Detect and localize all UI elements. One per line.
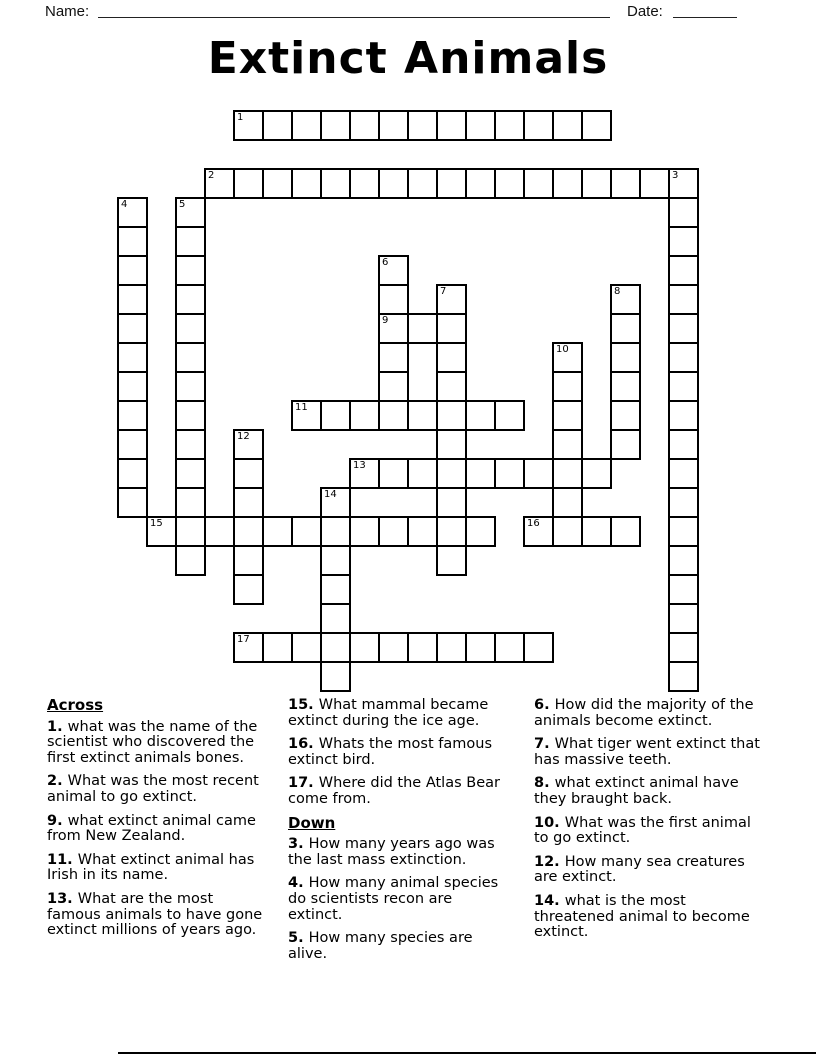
clue-text: what extinct animal have they braught back. xyxy=(534,775,739,807)
cell-number: 12 xyxy=(237,431,250,442)
grid-cell[interactable] xyxy=(117,487,148,518)
grid-cell[interactable] xyxy=(378,313,409,344)
grid-cell[interactable] xyxy=(668,168,699,199)
clue-3 xyxy=(288,837,509,868)
page-bottom-edge xyxy=(118,1052,816,1054)
grid-cell[interactable] xyxy=(581,516,612,547)
grid-cell[interactable] xyxy=(552,371,583,402)
grid-cell[interactable] xyxy=(465,110,496,141)
grid-cell[interactable] xyxy=(291,110,322,141)
grid-cell[interactable] xyxy=(117,197,148,228)
grid-cell[interactable] xyxy=(436,429,467,460)
clue-number: 3. xyxy=(288,836,309,853)
grid-cell[interactable] xyxy=(668,313,699,344)
grid-cell[interactable] xyxy=(320,516,351,547)
grid-cell[interactable] xyxy=(407,313,438,344)
cell-number: 13 xyxy=(353,460,366,471)
grid-cell[interactable] xyxy=(175,429,206,460)
grid-cell[interactable] xyxy=(552,110,583,141)
clue-text: How many species are alive. xyxy=(288,930,473,962)
grid-cell[interactable] xyxy=(175,255,206,286)
date-label: Date: xyxy=(627,3,663,20)
grid-cell[interactable] xyxy=(407,458,438,489)
grid-cell[interactable] xyxy=(117,226,148,257)
grid-cell[interactable] xyxy=(610,168,641,199)
grid-cell[interactable] xyxy=(291,516,322,547)
grid-cell[interactable] xyxy=(378,284,409,315)
grid-cell[interactable] xyxy=(117,313,148,344)
grid-cell[interactable] xyxy=(465,400,496,431)
grid-cell[interactable] xyxy=(494,110,525,141)
clue-number: 6. xyxy=(534,697,555,713)
grid-cell[interactable] xyxy=(552,429,583,460)
clue-11 xyxy=(47,853,271,884)
grid-cell[interactable] xyxy=(117,284,148,315)
clue-17 xyxy=(288,776,509,807)
grid-cell[interactable] xyxy=(436,516,467,547)
grid-cell[interactable] xyxy=(668,603,699,634)
cell-number: 6 xyxy=(382,257,389,268)
name-input-line[interactable] xyxy=(98,1,610,18)
grid-cell[interactable] xyxy=(233,168,264,199)
cell-number: 7 xyxy=(440,286,447,297)
grid-cell[interactable] xyxy=(233,110,264,141)
grid-cell[interactable] xyxy=(204,168,235,199)
grid-cell[interactable] xyxy=(436,487,467,518)
grid-cell[interactable] xyxy=(610,516,641,547)
clue-15 xyxy=(288,698,509,729)
grid-cell[interactable] xyxy=(262,110,293,141)
clue-number: 1. xyxy=(47,718,68,735)
grid-cell[interactable] xyxy=(494,400,525,431)
grid-cell[interactable] xyxy=(610,342,641,373)
clue-text: what extinct animal came from New Zealand. xyxy=(47,812,256,845)
clue-7 xyxy=(534,737,766,768)
grid-cell[interactable] xyxy=(436,458,467,489)
grid-cell[interactable] xyxy=(262,632,293,663)
grid-cell[interactable] xyxy=(523,110,554,141)
grid-cell[interactable] xyxy=(291,400,322,431)
grid-cell[interactable] xyxy=(378,168,409,199)
grid-cell[interactable] xyxy=(552,342,583,373)
cell-number: 1 xyxy=(237,112,244,123)
grid-cell[interactable] xyxy=(233,545,264,576)
clue-text: What was the most recent animal to go extinct. xyxy=(47,773,259,805)
cell-number: 10 xyxy=(556,344,569,355)
grid-cell[interactable] xyxy=(378,632,409,663)
grid-cell[interactable] xyxy=(523,632,554,663)
date-input-line[interactable] xyxy=(673,1,737,18)
cell-number: 8 xyxy=(614,286,621,297)
grid-cell[interactable] xyxy=(668,197,699,228)
grid-cell[interactable] xyxy=(494,458,525,489)
grid-cell[interactable] xyxy=(494,168,525,199)
grid-cell[interactable] xyxy=(581,110,612,141)
clue-2 xyxy=(47,774,271,805)
grid-cell[interactable] xyxy=(581,168,612,199)
grid-cell[interactable] xyxy=(668,284,699,315)
clue-number: 2. xyxy=(47,773,68,790)
clue-number: 12. xyxy=(534,853,565,870)
grid-cell[interactable] xyxy=(465,168,496,199)
grid-cell[interactable] xyxy=(465,632,496,663)
clue-text: How many years ago was the last mass extinction. xyxy=(288,836,495,868)
grid-cell[interactable] xyxy=(610,429,641,460)
clue-number: 16. xyxy=(288,736,319,753)
cell-number: 9 xyxy=(382,315,389,326)
grid-cell[interactable] xyxy=(552,168,583,199)
grid-cell[interactable] xyxy=(407,632,438,663)
grid-cell[interactable] xyxy=(175,226,206,257)
clue-number: 14. xyxy=(534,892,565,909)
grid-cell[interactable] xyxy=(175,545,206,576)
clue-number: 10. xyxy=(534,814,565,831)
clue-number: 17. xyxy=(288,775,319,792)
clue-text: Where did the Atlas Bear come from. xyxy=(288,775,500,807)
clue-text: How did the majority of the animals become extinct. xyxy=(534,697,754,729)
grid-cell[interactable] xyxy=(378,458,409,489)
clue-text: What are the most famous animals to have gone extinct millions of years ago. xyxy=(47,890,263,939)
across-heading: Across xyxy=(47,696,104,714)
grid-cell[interactable] xyxy=(378,516,409,547)
clue-4 xyxy=(288,876,509,923)
clue-text: What tiger went extinct that has massive teeth. xyxy=(534,736,760,768)
clue-text: How many sea creatures are extinct. xyxy=(534,853,745,886)
grid-cell[interactable] xyxy=(436,313,467,344)
grid-cell[interactable] xyxy=(668,342,699,373)
grid-cell[interactable] xyxy=(610,313,641,344)
clue-text: what was the name of the scientist who discovered the first extinct animals bones. xyxy=(47,718,258,766)
cell-number: 15 xyxy=(150,518,163,529)
grid-cell[interactable] xyxy=(320,487,351,518)
clue-column-across xyxy=(47,698,271,947)
grid-cell[interactable] xyxy=(407,110,438,141)
grid-cell[interactable] xyxy=(552,516,583,547)
grid-cell[interactable] xyxy=(233,487,264,518)
grid-cell[interactable] xyxy=(581,458,612,489)
grid-cell[interactable] xyxy=(175,487,206,518)
grid-cell[interactable] xyxy=(175,458,206,489)
grid-cell[interactable] xyxy=(291,168,322,199)
grid-cell[interactable] xyxy=(378,342,409,373)
clue-5 xyxy=(288,931,509,962)
grid-cell[interactable] xyxy=(291,632,322,663)
grid-cell[interactable] xyxy=(175,197,206,228)
grid-cell[interactable] xyxy=(117,458,148,489)
grid-cell[interactable] xyxy=(436,168,467,199)
grid-cell[interactable] xyxy=(175,400,206,431)
grid-cell[interactable] xyxy=(320,110,351,141)
grid-cell[interactable] xyxy=(146,516,177,547)
clue-number: 9. xyxy=(47,812,68,829)
grid-cell[interactable] xyxy=(378,400,409,431)
grid-cell[interactable] xyxy=(552,458,583,489)
grid-cell[interactable] xyxy=(349,458,380,489)
clue-number: 7. xyxy=(534,736,555,753)
grid-cell[interactable] xyxy=(668,255,699,286)
grid-cell[interactable] xyxy=(117,342,148,373)
grid-cell[interactable] xyxy=(436,632,467,663)
grid-cell[interactable] xyxy=(436,400,467,431)
grid-cell[interactable] xyxy=(668,516,699,547)
grid-cell[interactable] xyxy=(610,371,641,402)
grid-cell[interactable] xyxy=(494,632,525,663)
grid-cell[interactable] xyxy=(668,371,699,402)
cell-number: 3 xyxy=(672,170,679,181)
name-label: Name: xyxy=(45,3,90,20)
clue-16 xyxy=(288,737,509,768)
grid-cell[interactable] xyxy=(175,371,206,402)
grid-cell[interactable] xyxy=(465,458,496,489)
grid-cell[interactable] xyxy=(349,632,380,663)
clue-column-right xyxy=(534,698,766,949)
grid-cell[interactable] xyxy=(117,255,148,286)
cell-number: 4 xyxy=(121,199,128,210)
clue-number: 4. xyxy=(288,875,309,892)
grid-cell[interactable] xyxy=(204,516,235,547)
grid-cell[interactable] xyxy=(552,487,583,518)
grid-cell[interactable] xyxy=(233,574,264,605)
grid-cell[interactable] xyxy=(436,545,467,576)
grid-cell[interactable] xyxy=(320,661,351,692)
grid-cell[interactable] xyxy=(175,313,206,344)
grid-cell[interactable] xyxy=(552,400,583,431)
grid-cell[interactable] xyxy=(436,342,467,373)
grid-cell[interactable] xyxy=(320,545,351,576)
grid-cell[interactable] xyxy=(117,371,148,402)
grid-cell[interactable] xyxy=(523,458,554,489)
grid-cell[interactable] xyxy=(407,400,438,431)
grid-cell[interactable] xyxy=(668,545,699,576)
clue-number: 15. xyxy=(288,697,319,713)
clue-number: 11. xyxy=(47,851,78,868)
clue-text: what is the most threatened animal to become extinct. xyxy=(534,892,750,941)
clue-10 xyxy=(534,816,766,847)
clue-1 xyxy=(47,720,271,767)
grid-cell[interactable] xyxy=(320,400,351,431)
clue-text: How many animal species do scientists recon are extinct. xyxy=(288,875,499,923)
grid-cell[interactable] xyxy=(349,400,380,431)
grid-cell[interactable] xyxy=(262,168,293,199)
clue-text: What was the first animal to go extinct. xyxy=(534,814,751,847)
grid-cell[interactable] xyxy=(523,516,554,547)
grid-cell[interactable] xyxy=(668,226,699,257)
grid-cell[interactable] xyxy=(668,574,699,605)
clue-8 xyxy=(534,776,766,807)
grid-cell[interactable] xyxy=(407,168,438,199)
grid-cell[interactable] xyxy=(668,487,699,518)
grid-cell[interactable] xyxy=(407,516,438,547)
clue-9 xyxy=(47,814,271,845)
grid-cell[interactable] xyxy=(233,516,264,547)
grid-cell[interactable] xyxy=(233,632,264,663)
grid-cell[interactable] xyxy=(668,400,699,431)
grid-cell[interactable] xyxy=(320,574,351,605)
grid-cell[interactable] xyxy=(436,110,467,141)
grid-cell[interactable] xyxy=(436,284,467,315)
grid-cell[interactable] xyxy=(349,516,380,547)
cell-number: 11 xyxy=(295,402,308,413)
grid-cell[interactable] xyxy=(378,110,409,141)
grid-cell[interactable] xyxy=(436,371,467,402)
cell-number: 14 xyxy=(324,489,337,500)
cell-number: 5 xyxy=(179,199,186,210)
grid-cell[interactable] xyxy=(117,429,148,460)
grid-cell[interactable] xyxy=(668,429,699,460)
grid-cell[interactable] xyxy=(668,661,699,692)
grid-cell[interactable] xyxy=(320,168,351,199)
crossword-grid xyxy=(117,110,699,692)
cell-number: 17 xyxy=(237,634,250,645)
grid-cell[interactable] xyxy=(233,429,264,460)
grid-cell[interactable] xyxy=(233,458,264,489)
cell-number: 16 xyxy=(527,518,540,529)
grid-cell[interactable] xyxy=(610,400,641,431)
grid-cell[interactable] xyxy=(639,168,670,199)
clue-number: 8. xyxy=(534,775,555,792)
grid-cell[interactable] xyxy=(262,516,293,547)
clue-number: 5. xyxy=(288,930,309,947)
cell-number: 2 xyxy=(208,170,215,181)
clue-number: 13. xyxy=(47,890,78,907)
grid-cell[interactable] xyxy=(523,168,554,199)
down-heading: Down xyxy=(288,813,336,832)
clue-column-middle xyxy=(288,698,509,970)
page-title: Extinct Animals xyxy=(207,33,609,84)
grid-cell[interactable] xyxy=(378,255,409,286)
grid-cell[interactable] xyxy=(465,516,496,547)
clue-12 xyxy=(534,855,766,886)
grid-cell[interactable] xyxy=(349,110,380,141)
grid-cell[interactable] xyxy=(117,400,148,431)
clue-text: What mammal became extinct during the ice age. xyxy=(288,697,489,729)
grid-cell[interactable] xyxy=(320,603,351,634)
grid-cell[interactable] xyxy=(320,632,351,663)
grid-cell[interactable] xyxy=(175,516,206,547)
clue-text: Whats the most famous extinct bird. xyxy=(288,736,492,768)
grid-cell[interactable] xyxy=(378,371,409,402)
grid-cell[interactable] xyxy=(175,284,206,315)
clue-text: What extinct animal has Irish in its name. xyxy=(47,851,255,884)
grid-cell[interactable] xyxy=(175,342,206,373)
clue-6 xyxy=(534,698,766,729)
grid-cell[interactable] xyxy=(668,632,699,663)
clue-14 xyxy=(534,894,766,941)
clue-13 xyxy=(47,892,271,939)
grid-cell[interactable] xyxy=(610,284,641,315)
grid-cell[interactable] xyxy=(349,168,380,199)
grid-cell[interactable] xyxy=(668,458,699,489)
